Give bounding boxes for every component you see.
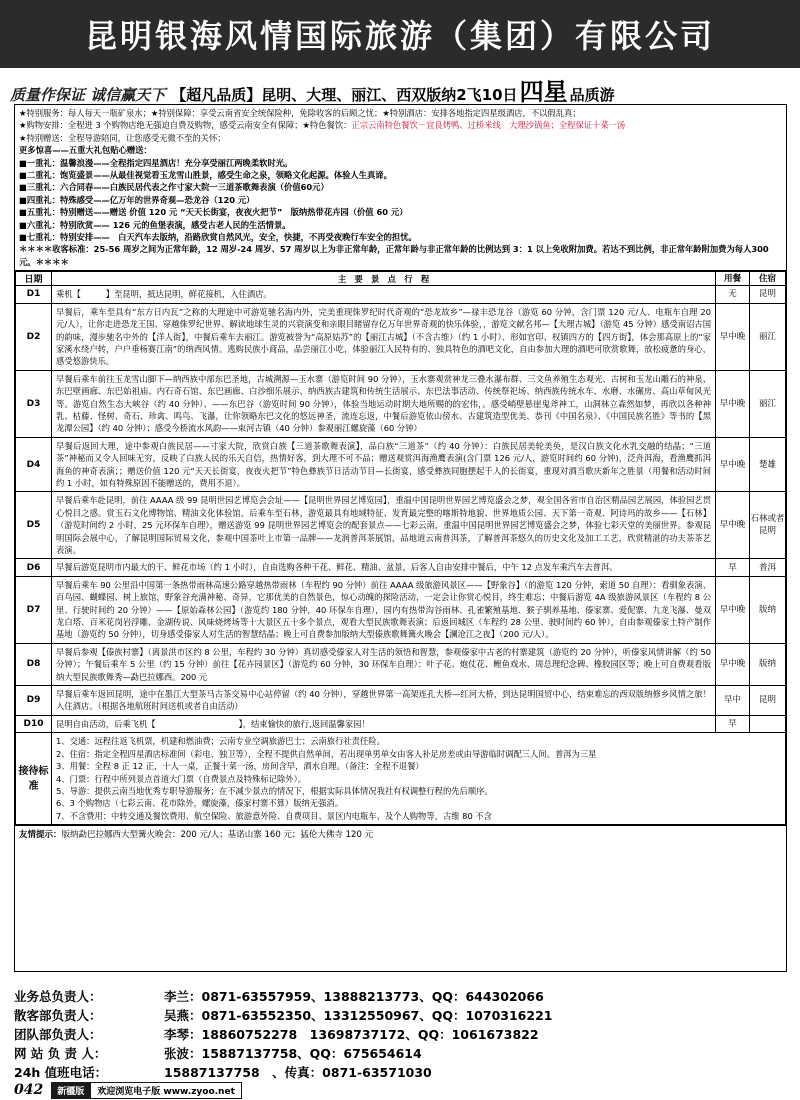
gift-item: ■六重礼：特别欣赏—— 126 元的鱼堡表演，感受古老人民的生活情景。 (19, 219, 291, 230)
fee-note (19, 243, 782, 268)
gift-item: ■五重礼：特别赠送——赠送 价值 120 元 “天天长街宴，夜夜火把节” 版纳热带花卉园（价值 60 元） (19, 207, 408, 218)
day-label: D3 (16, 370, 52, 437)
day-row (16, 559, 786, 576)
notes-label: 接待标准 (16, 733, 52, 825)
day-stay: 石林或者昆明 (750, 492, 786, 559)
reminder-text: 版纳勐巴拉娜西大型篝火晚会：200 元/人；基诺山寨 160 元；猛伦大佛寺 120 元 (61, 830, 374, 841)
contact-role: 团队部负责人： (14, 1026, 102, 1042)
gift-item: ■一重礼：温馨浪漫——全程指定四星酒店！充分享受丽江两晚柔软时光。 (19, 157, 293, 168)
day-description: 早餐后乘车前往玉龙雪山脚下—纳西族中部东巴圣地，古城溯源—玉水寨（游览时间 90 分钟），玉水寨观赏神龙三叠水瀑布群、三文鱼养殖生态观光、古树和玉龙山雕石的神泉、东巴壁画廊、东巴始祖庙、内石奇石馆、东巴画廊、白沙细乐展示、纳西族古建筑和传统生活展示、东巴法事活动、传统祭祀场、纳西族传统水车、水磨、水碾房、高山草甸风光等。游览自然生态大峡谷（约 40 分钟）、——东巴谷（游览时间 90 分钟），体验当地运动时期大地所赐的的宏伟，。感受峭壁悬崖鬼斧神工，山洞林立森然如梦，再欣以各种神乳、枯藤、怪树、奇石、珍禽、鸣鸟、飞瀑，让你领略东巴文化的悠远神圣，流连忘返，中餐后游览依山傍水、古建筑造型优美、恭刊《中国名泉》、《中国民族名胜》等书的【黑龙潭公园】（约 40 分钟）；感受今桥流水风韵——束河古镇（40 分钟）参观丽江螺旋藻（60 分钟） (52, 370, 716, 437)
day-row (16, 437, 786, 492)
contact-row (14, 1062, 774, 1081)
day-meals: 早中晚 (716, 370, 750, 437)
day-meals: 早中 (716, 686, 750, 716)
contact-row (14, 1024, 774, 1043)
day-meals: 早中晚 (716, 303, 750, 370)
gift-item: ■三重礼：六合同春——白族民居代表之作寸家大院一三道茶歌舞表演（价值60元） (19, 182, 329, 193)
features-section (15, 105, 786, 271)
contact-row (14, 1043, 774, 1062)
header-day: 日期 (16, 272, 52, 286)
contact-row (14, 1005, 774, 1024)
day-description: 早餐后参观【傣族村寨】（离景洪市区约 8 公里，车程约 30 分钟）真切感受傣家人对生活的领悟和智慧，参观傣家中古老的村寨建筑（游览约 20 分钟），听傣家风情讲解（约 50 分钟）；午餐后乘车 5 公里（约 15 分钟）前往【花卉园景区】（游览约 60 分钟，30 环保车自理）：叶子花、炮仗花、鲤鱼戏水、周总理纪念碑、橡胶园区等；晚上可自费观看版纳大型民族歌舞秀—勐巴拉娜西。200 元 (52, 643, 716, 685)
day-stay: 丽江 (750, 370, 786, 437)
title-row (10, 72, 790, 104)
day-description: 早餐后，乘车至具有“东方日内瓦”之称的大理途中可游览驰名海内外，完美重现侏罗纪时代奇观的“恐龙故乡”—禄丰恐龙谷（游览 60 分钟，含门票 120 元/人、电瓶车自理 20 元/人），让你走进恐龙王国、穿越侏罗纪世界、解读地球生灵的兴衰演变和亲眼目睹留存亿万年世界奇观的快乐体验，，游览文献名邦—【大理古城】（游览 45 分钟）感受南诏古国的韵味，漫步驰名中外的【洋人街】，中餐后乘车去丽江。游览被誉为“高原姑苏”的【丽江古城】（不含古维）（约 1 小时）、形如官印、权镇四方的【四方街】，体会那高原上的“家家溪水绕户转，户户垂杨赛江南”的纳西风情。逃购民族小商品，品尝丽江小吃，体验丽江人民特有的、独具特色的酒吧文化，自由参加大理的酒吧可欣赏歌舞，放松疲惫的身心，感受悠游快乐。 (52, 303, 716, 370)
website-banner: 欢迎浏览电子版 www.zyoo.net (90, 1082, 242, 1099)
contact-row (14, 986, 774, 1005)
fee-amount: 300元。 (19, 244, 769, 267)
day-label: D9 (16, 686, 52, 716)
day-stay: 楚雄 (750, 437, 786, 492)
contact-block (14, 986, 774, 1081)
day-label: D1 (16, 286, 52, 303)
notes-row (16, 733, 786, 825)
edition-badge: 新疆版 (51, 1082, 90, 1099)
day-stay: 昆明 (750, 686, 786, 716)
day-row (16, 286, 786, 303)
day-stay: 丽江 (750, 303, 786, 370)
itinerary-frame (14, 104, 787, 972)
friendly-reminder (15, 825, 786, 844)
day-stay: 版纳 (750, 643, 786, 685)
service-standards (52, 733, 786, 825)
day-row (16, 303, 786, 370)
day-meals: 早中晚 (716, 492, 750, 559)
day-description: 早餐后游览昆明市内最大的干、鲜花市场（约 1 小时），自由选购各种干花、鲜花、精油、盆景，后客人自由安排中餐后，中午 12 点发车乘汽车去普洱。 (52, 559, 716, 576)
gift-item: ■四重礼：特殊感受——亿万年的世界奇观—恐龙谷（120 元） (19, 194, 255, 205)
day-row (16, 370, 786, 437)
reminder-label: 友情提示： (19, 830, 62, 841)
header-stay: 住宿 (750, 272, 786, 286)
day-description: 早餐后返回大理，途中参观白族民居——寸家大院，欣赏白族【三道茶歌舞表演】，品白族“三道茶”（约 40 分钟）：白族民居美轮美奂，是汉白族文化水乳交融的结晶；“三道茶”神秘而又令人回味无穷，反映了白族人民的乐天自信，热情好客，到大理不可不品；赠送观赏洱海渔鹰表演(含门票 126 元/人，游览时间约 60 分钟)，泛舟洱海，看渔鹰抓洱海鱼的神奇表演；；赠送价值 120 元“天天长街宴，夜夜火把节”特色彝族节日活动节目—长街宴，感受彝族同胞摆起千人的长街宴，重现对酒当歌庆新年之胜景（用餐和活动时间约 1 小时，如有特殊原因不能赠送的，费用不退）。 (52, 437, 716, 492)
company-name: 昆明银海风情国际旅游（集团）有限公司 (84, 17, 715, 55)
feature-line (19, 119, 782, 131)
contact-role: 24h 值班电话： (14, 1064, 108, 1080)
standard-item: 7、不含费用：中转交通及餐饮费用、航空保险、旅游意外险、自费项目、景区内电瓶车、及个人购物等，古维 80 不含 (56, 810, 492, 821)
footer (14, 1082, 242, 1098)
day-meals: 早中晚 (716, 437, 750, 492)
header-banner (0, 0, 800, 68)
standard-item: 4、门票：行程中所列景点首道大门票（自费景点及特殊标记除外）。 (56, 773, 307, 784)
standard-item: 5、导游：提供云南当地优秀专职导游服务；在不减少景点的情况下，根据实际具体情况我社有权调整行程的先后顺序。 (56, 785, 493, 796)
feature-line: ★特别服务：每人每天一瓶矿泉水；★特别保障：享受云南省安全统保险种，免除收客的后顾之忧；★特别酒店：安排各地指定四星级酒店，不以假乱真； (19, 108, 581, 118)
header-itinerary: 主 要 景 点 行 程 (52, 272, 716, 286)
day-stay: 版纳 (750, 576, 786, 643)
feature-meals: 正宗云南特色餐饮－宜良烤鸭、过桥米线 大理沙锅鱼；全程保证十菜一汤 (351, 120, 626, 131)
day-meals: 无 (716, 286, 750, 303)
day-row (16, 715, 786, 732)
contact-detail: 15887137758 、传真：0871-63571030 (164, 1064, 432, 1080)
star-rating: 四星 (519, 78, 568, 106)
day-meals: 早 (716, 715, 750, 732)
day-label: D4 (16, 437, 52, 492)
day-meals: 早 (716, 559, 750, 576)
tour-headline: 【超凡品质】昆明、大理、丽江、西双版纳2飞10日 (171, 86, 518, 104)
day-stay (750, 715, 786, 732)
day-label: D10 (16, 715, 52, 732)
day-stay: 昆明 (750, 286, 786, 303)
day-meals: 早中晚 (716, 643, 750, 685)
itinerary-table (15, 271, 786, 825)
day-label: D8 (16, 643, 52, 685)
day-row (16, 576, 786, 643)
page-number: 042 (14, 1082, 44, 1098)
day-label: D6 (16, 559, 52, 576)
gift-intro: 更多惊喜——五重大礼包贴心赠送： (19, 145, 152, 156)
day-description: 早餐后乘车 90 公里沿中国第一条热带雨林高速公路穿越热带雨林（车程约 90 分钟）前往 AAAA 级旅游风景区——【野象谷】（的游览 120 分钟，索道 50 自理）：看驯象表演、百鸟园、蝴蝶园、树上旅馆，野象谷充满神秘、奇异，它那优美的自然景色，惊心动魄的探险活动，一定会让你赏心悦目，终生难忘；中餐后游览 4A 级旅游风景区（车程约 8 公里、行驶时间约 20 分钟）——【原始森林公园】（游览约 180 分钟，40 环保车自理），园内有热带沟谷雨林、孔雀繁殖基地、猴子驯养基地、傣家寨、爱伲寨、九龙飞瀑、曼双龙白塔、百米花岗岩浮雕、金湖传说、风味烧烤场等十大景区五十多个景点，观看大型民族歌舞表演；后返回城区（车程约 28 公里、驶时间约 60 钟），自由参观傣家土特产制作基地（游览约 50 分钟），切身感受傣家人对生活的智慧结晶；晚上可自费参加版纳大型傣族歌舞篝火晚会【澜沧江之夜】（200 元/人）。 (52, 576, 716, 643)
contact-role: 散客部负责人： (14, 1007, 102, 1023)
day-label: D2 (16, 303, 52, 370)
table-header-row (16, 272, 786, 286)
day-label: D5 (16, 492, 52, 559)
day-meals: 早中晚 (716, 576, 750, 643)
feature-shopping: ★购物安排：全程进 3 个购物店绝无强迫自费及购物，感受云南安全有保障；★特色餐饮： (19, 120, 352, 131)
contact-detail: 李琴：18860752278 13698737172、QQ：1061673822 (164, 1026, 539, 1042)
contact-detail: 李兰：0871-63557959、13888213773、QQ：644302066 (164, 988, 544, 1004)
gift-item: ■七重礼：特别安排—— 白天汽车去版纳，沿路欣赏自然风光，安全，快捷，不再受夜晚行车安全的担忧。 (19, 232, 417, 243)
day-row (16, 492, 786, 559)
fee-note-text: ＊＊＊＊收客标准：25-56 周岁之间为正常年龄，12 周岁-24 周岁、57 周岁以上为非正常年龄，正常年龄与非正常年龄的比例达到 3：1 以上免收附加费。若达不到比例，非正常年龄附加费为每人 (19, 244, 752, 255)
headline-tail: 品质游 (569, 86, 615, 104)
contact-role: 业务总负责人： (14, 988, 102, 1004)
contact-detail: 吴燕：0871-63552350、13312550967、QQ：1070316221 (164, 1007, 553, 1023)
gift-item: ■二重礼：饱览盛景——从最佳视觉看玉龙雪山胜景，感受生命之泉，领略文化起源。体验人生真谛。 (19, 170, 392, 181)
standard-item: 6、3 个购物店（七彩云南、花市除外，螺旋藻，傣家村寨不算）版纳无强消。 (56, 798, 343, 809)
contact-role: 网 站 负 责 人： (14, 1045, 107, 1061)
contact-detail: 张波：15887137758、QQ：675654614 (164, 1045, 422, 1061)
day-description: 早餐后乘车赴昆明，前往 AAAA 级 99 昆明世园艺博览会会址——【昆明世界园艺博览园】，重温中国昆明世界园艺博览盛会之梦，观全国各省市自治区精品园艺展园，体验园艺贯心悦目之感。赏玉石文化博物馆、精油文化体验馆，后乘车至石林，游览最具有地域特征、发育最完整的喀斯特地貌、世界地质公园、天下第一奇观、阿诗玛的故乡——【石林】（游览时间约 2 小时，25 元环保车自理），赠送游览 99 昆明世界园艺博览会的配套景点——七彩云南，重温中国昆明世界园艺博览盛会之梦，体验七彩天堂的美丽世界。参观昆明国际会展中心，了解昆明国际贸易文化，参观中国茶叶上市第一品牌——龙润普洱茶展馆，品地道云南普洱茶，了解普洱茶悠久的历史文化及加工工艺，欣赏精湛的功夫茶茶艺表演。 (52, 492, 716, 559)
standard-item: 3、用餐：全程 8 正 12 正，十人一桌，正餐十菜一汤，房间含早，酒水自理。（备注：全程不退餐） (56, 761, 424, 772)
day-row (16, 643, 786, 685)
day-description: 早餐后乘车返回昆明，途中在墨江大型茶马古茶交易中心站停留（约 40 分钟），穿越世界第一高架连孔大桥—红河大桥，到达昆明国贸中心，结束难忘的西双版纳修乡风情之旅！入住酒店。（根据各地航班时间送机或者自由活动） (52, 686, 716, 716)
header-meals: 用餐 (716, 272, 750, 286)
standard-item: 1、交通：远程往返飞机票，机建和燃油费；云南专业空调旅游巴士；云南旅行社责任险。 (56, 736, 385, 747)
standard-item: 2、住宿：指定全程四星酒店标准间（彩电、独卫等），全程不提供自然单间，若出现单男单女由客人补足房差或由导游临时调配三人间。普洱为三星 (56, 748, 597, 759)
slogan: 质量作保证 诚信赢天下 (10, 86, 166, 104)
day-row (16, 686, 786, 716)
feature-line: ★特别赠送：全程导游陪同，让您感受无微不至的关怀； (19, 132, 226, 143)
day-description: 昆明自由活动，后乘飞机【 】，结束愉快的旅行,返回温馨家园！ (52, 715, 716, 732)
day-label: D7 (16, 576, 52, 643)
day-description: 乘机【 】至昆明，抵达昆明，鲜花接机，入住酒店。 (52, 286, 716, 303)
fee-note-tail: ＊＊＊＊ (35, 256, 69, 267)
day-stay: 普洱 (750, 559, 786, 576)
